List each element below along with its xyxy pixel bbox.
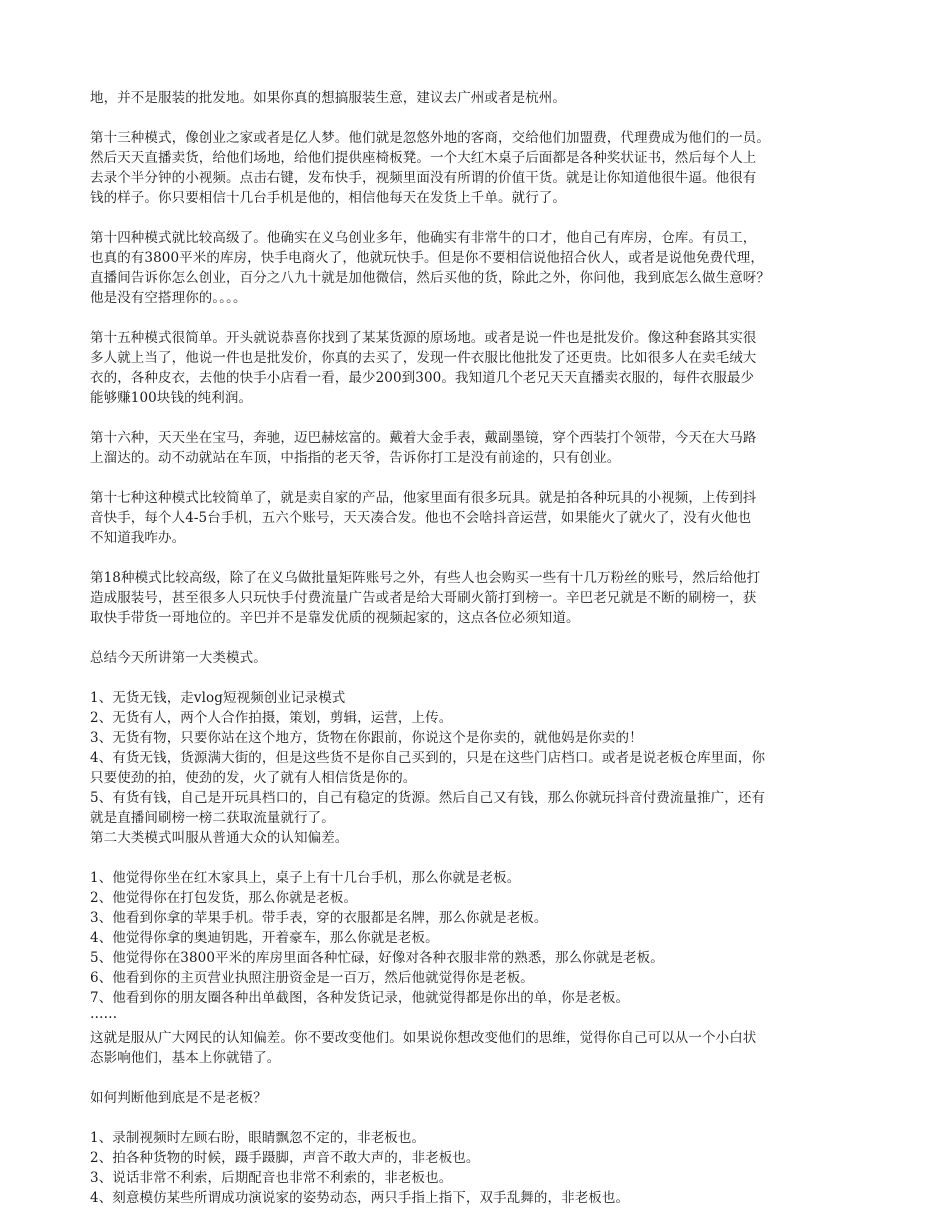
text-line: 就是直播间刷榜一榜二获取流量就行了。 xyxy=(90,810,335,826)
text-line: 第18种模式比较高级，除了在义乌做批量矩阵账号之外，有些人也会购买一些有十几万粉丝的账号，然后给他打 xyxy=(90,570,761,586)
text-line: 1、录制视频时左顾右盼，眼睛飘忽不定的，非老板也。 xyxy=(90,1130,426,1146)
text-line: 7、他看到你的朋友圈各种出单截图，各种发货记录，他就觉得都是你出的单，你是老板。 xyxy=(90,990,630,1006)
text-line: 1、无货无钱，走vlog短视频创业记录模式 xyxy=(90,690,346,706)
text-line: 这就是服从广大网民的认知偏差。你不要改变他们。如果说你想改变他们的思维，觉得你自己可以从一个小白状 xyxy=(90,1030,757,1046)
text-line: 他是没有空搭理你的。。。。 xyxy=(90,290,247,306)
text-line: …… xyxy=(90,1006,118,1022)
text-line: 3、说话非常不利索，后期配音也非常不利索的，非老板也。 xyxy=(90,1170,453,1186)
text-line: 造成服装号，甚至很多人只玩快手付费流量广告或者是给大哥刷火箭打到榜一。辛巴老兄就是不断的刷榜一，获 xyxy=(90,590,757,606)
text-line: 直播间告诉你怎么创业，百分之八九十就是加他微信，然后买他的货，除此之外，你问他，我到底怎么做生意呀？ xyxy=(90,270,770,286)
text-line: 地，并不是服装的批发地。如果你真的想搞服装生意，建议去广州或者是杭州。 xyxy=(90,90,566,106)
text-line: 第十三种模式，像创业之家或者是亿人梦。他们就是忽悠外地的客商，交给他们加盟费，代理费成为他们的一员。 xyxy=(90,130,770,146)
text-line: 如何判断他到底是不是老板？ xyxy=(90,1090,267,1106)
text-line: 总结今天所讲第一大类模式。 xyxy=(90,650,267,666)
text-line: 5、有货有钱，自己是开玩具档口的，自己有稳定的货源。然后自己又有钱，那么你就玩抖音付费流量推广，还有 xyxy=(90,790,766,806)
text-line: 2、他觉得你在打包发货，那么你就是老板。 xyxy=(90,890,358,906)
text-line: 2、拍各种货物的时候，蹑手蹑脚，声音不敢大声的，非老板也。 xyxy=(90,1150,480,1166)
text-line: 1、他觉得你坐在红木家具上，桌子上有十几台手机，那么你就是老板。 xyxy=(90,870,521,886)
text-line: 4、他觉得你拿的奥迪钥匙，开着豪车，那么你就是老板。 xyxy=(90,930,439,946)
text-line: 也真的有3800平米的库房，快手电商火了，他就玩快手。但是你不要相信说他招合伙人，或者是说他免费代理， xyxy=(90,250,764,266)
text-line: 2、无货有人，两个人合作拍摄，策划，剪辑，运营，上传。 xyxy=(90,710,453,726)
text-line: 第十五种模式很简单。开头就说恭喜你找到了某某货源的原场地。或者是说一件也是批发价。像这种套路其实很 xyxy=(90,330,757,346)
text-line: 3、无货有物，只要你站在这个地方，货物在你跟前，你说这个是你卖的，就他妈是你卖的！ xyxy=(90,730,643,746)
text-line: 4、刻意模仿某些所谓成功演说家的姿势动态，两只手指上指下，双手乱舞的，非老板也。 xyxy=(90,1190,630,1206)
text-line: 6、他看到你的主页营业执照注册资金是一百万，然后他就觉得你是老板。 xyxy=(90,970,534,986)
text-line: 态影响他们，基本上你就错了。 xyxy=(90,1050,281,1066)
text-line: 5、他觉得你在3800平米的库房里面各种忙碌，好像对各种衣服非常的熟悉，那么你就是老板。 xyxy=(90,950,664,966)
text-line: 4、有货无钱，货源满大街的，但是这些货不是你自己买到的，只是在这些门店档口。或者是说老板仓库里面，你 xyxy=(90,750,766,766)
text-line: 衣的，各种皮衣，去他的快手小店看一看，最少200到300。我知道几个老兄天天直播卖衣服的，每件衣服最少 xyxy=(90,370,755,386)
text-line: 钱的样子。你只要相信十几台手机是他的，相信他每天在发货上千单。就行了。 xyxy=(90,190,566,206)
text-line: 去录个半分钟的小视频。点击右键，发布快手，视频里面没有所谓的价值干货。就是让你知道他很牛逼。他很有 xyxy=(90,170,757,186)
text-line: 第二大类模式叫服从普通大众的认知偏差。 xyxy=(90,830,349,846)
text-line: 第十七种这种模式比较简单了，就是卖自家的产品，他家里面有很多玩具。就是拍各种玩具的小视频，上传到抖 xyxy=(90,490,757,506)
text-line: 第十四种模式就比较高级了。他确实在义乌创业多年，他确实有非常牛的口才，他自己有库房，仓库。有员工， xyxy=(90,230,757,246)
text-line: 上溜达的。动不动就站在车顶，中指指的老天爷，告诉你打工是没有前途的，只有创业。 xyxy=(90,450,621,466)
text-line: 第十六种，天天坐在宝马，奔驰，迈巴赫炫富的。戴着大金手表，戴副墨镜，穿个西装打个领带，今天在大马路 xyxy=(90,430,757,446)
text-line: 不知道我咋办。 xyxy=(90,530,186,546)
text-line: 能够赚100块钱的纯利润。 xyxy=(90,390,253,406)
text-line: 3、他看到你拿的苹果手机。带手表，穿的衣服都是名牌，那么你就是老板。 xyxy=(90,910,548,926)
text-line: 只要使劲的拍，使劲的发，火了就有人相信货是你的。 xyxy=(90,770,417,786)
text-line: 音快手，每个人4-5台手机，五六个账号，天天凑合发。他也不会啥抖音运营，如果能火了就火了，没有火他也 xyxy=(90,510,752,526)
text-line: 然后天天直播卖货，给他们场地，给他们提供座椅板凳。一个大红木桌子后面都是各种奖状证书，然后每个人上 xyxy=(90,150,757,166)
text-line: 取快手带货一哥地位的。辛巴并不是靠发优质的视频起家的，这点各位必须知道。 xyxy=(90,610,580,626)
text-line: 多人就上当了，他说一件也是批发价，你真的去买了，发现一件衣服比他批发了还更贵。比如很多人在卖毛绒大 xyxy=(90,350,757,366)
